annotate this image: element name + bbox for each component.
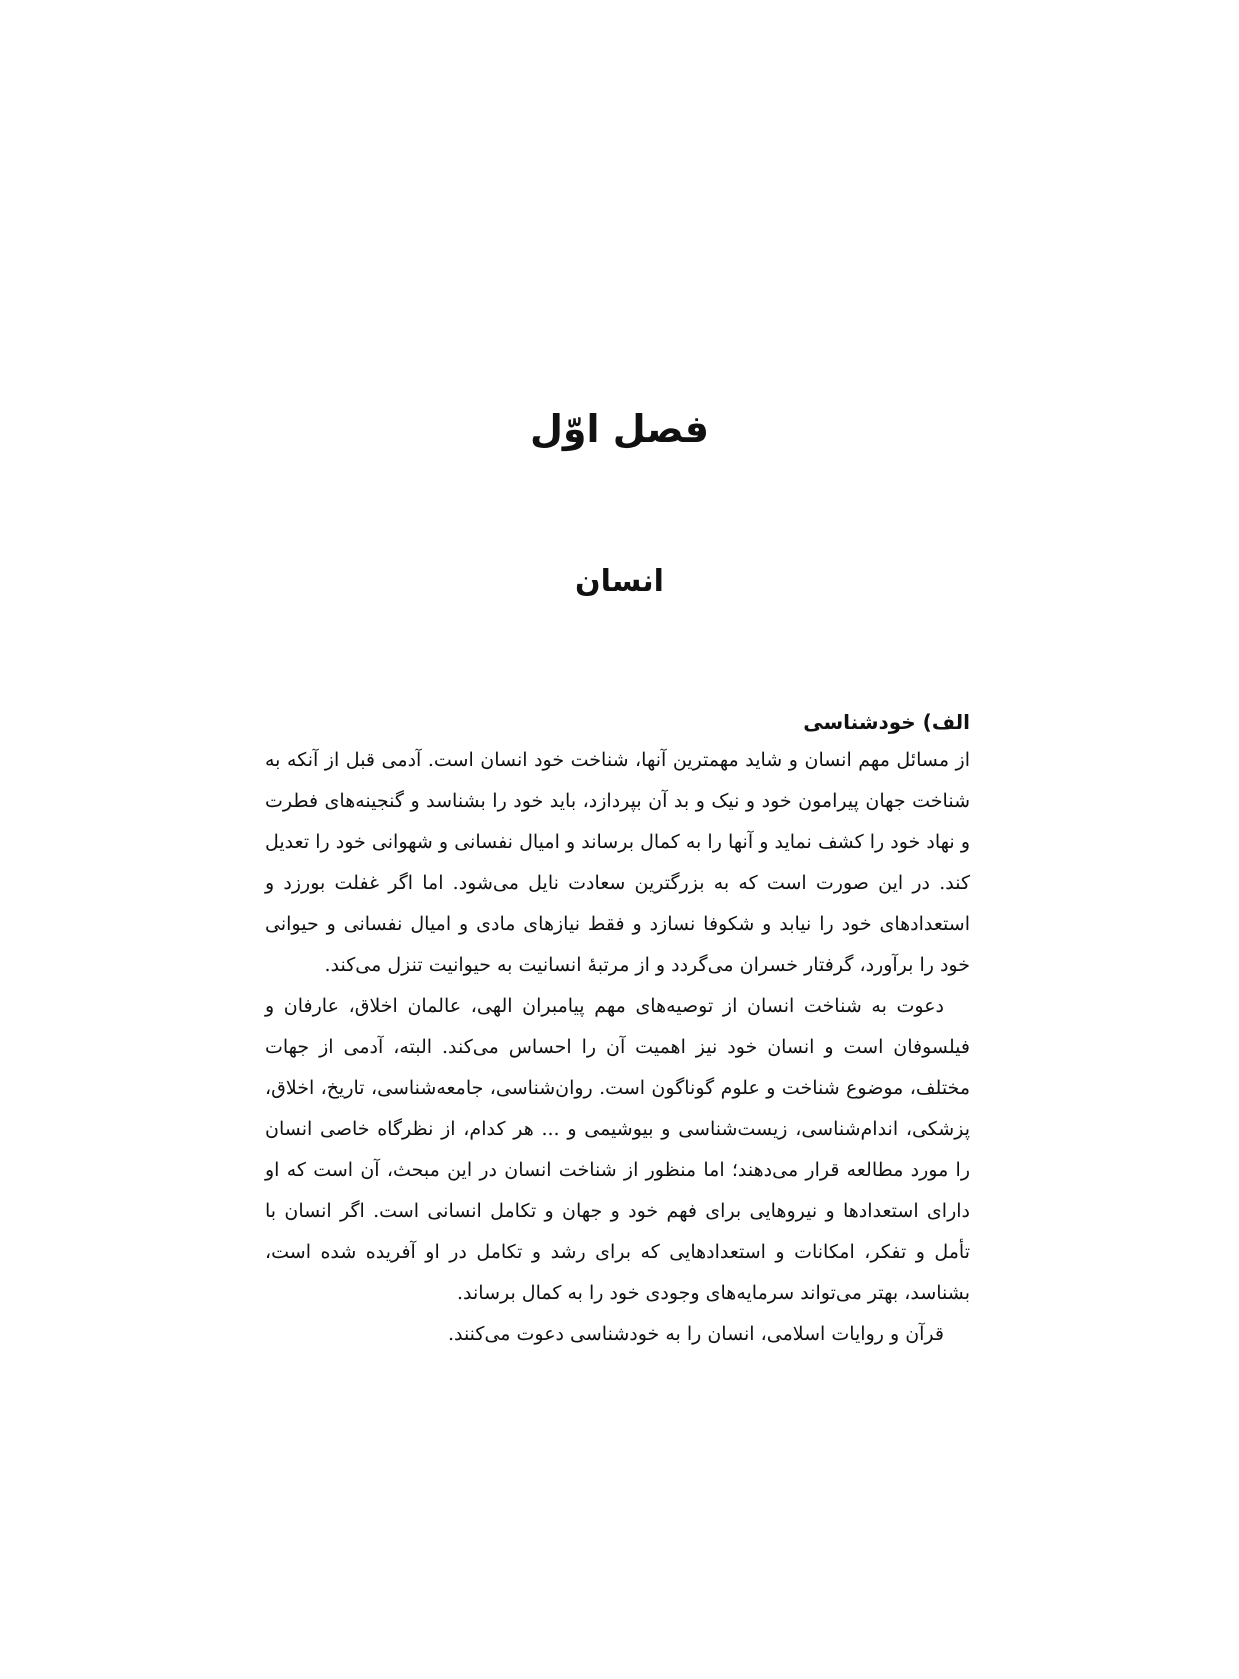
chapter-subtitle: انسان xyxy=(575,564,664,599)
section-heading: الف) خودشناسی xyxy=(803,710,970,734)
paragraph-2: دعوت به شناخت انسان از توصیه‌های مهم پیامبران الهی، عالمان اخلاق، عارفان و فیلسوفان است و انسان خود نیز اهمیت آن را احساس می‌کند. البته، آدمی از جهات مختلف، موضوع شناخت و علوم گوناگون است. روان‌شناسی، جامعه‌شناسی، تاریخ، اخلاق، پزشکی، اندام‌شناسی، زیست‌شناسی و بیوشیمی و ... هر کدام، از نظرگاه خاصی انسان را مورد مطالعه قرار می‌دهند؛ اما منظور از شناخت انسان در این مبحث، آن است که او دارای استعدادها و نیروهایی برای فهم خود و جهان و تکامل انسانی است. اگر انسان با تأمل و تفکر، امکانات و استعدادهایی که برای رشد و تکامل در او آفریده شده است، بشناسد، بهتر می‌تواند سرمایه‌های وجودی خود را به کمال برساند. xyxy=(265,995,970,1304)
section-body xyxy=(265,704,970,1355)
chapter-title: فصل اوّل xyxy=(529,407,710,451)
paragraph-3: قرآن و روایات اسلامی، انسان را به خودشناسی دعوت می‌کنند. xyxy=(447,1323,944,1345)
paragraph-1: از مسائل مهم انسان و شاید مهمترین آنها، شناخت خود انسان است. آدمی قبل از آنکه به شناخت جهان پیرامون خود و نیک و بد آن بپردازد، باید خود را بشناسد و گنجینه‌های فطرت و نهاد خود را کشف نماید و آنها را به کمال برساند و امیال نفسانی و شهوانی خود را تعدیل کند. در این صورت است که به بزرگترین سعادت نایل می‌شود. اما اگر غفلت بورزد و استعدادهای خود را نیابد و شکوفا نسازد و فقط نیازهای مادی و امیال نفسانی و حیوانی خود را برآورد، گرفتار خسران می‌گردد و از مرتبهٔ انسانیت به حیوانیت تنزل می‌کند. xyxy=(265,749,970,976)
